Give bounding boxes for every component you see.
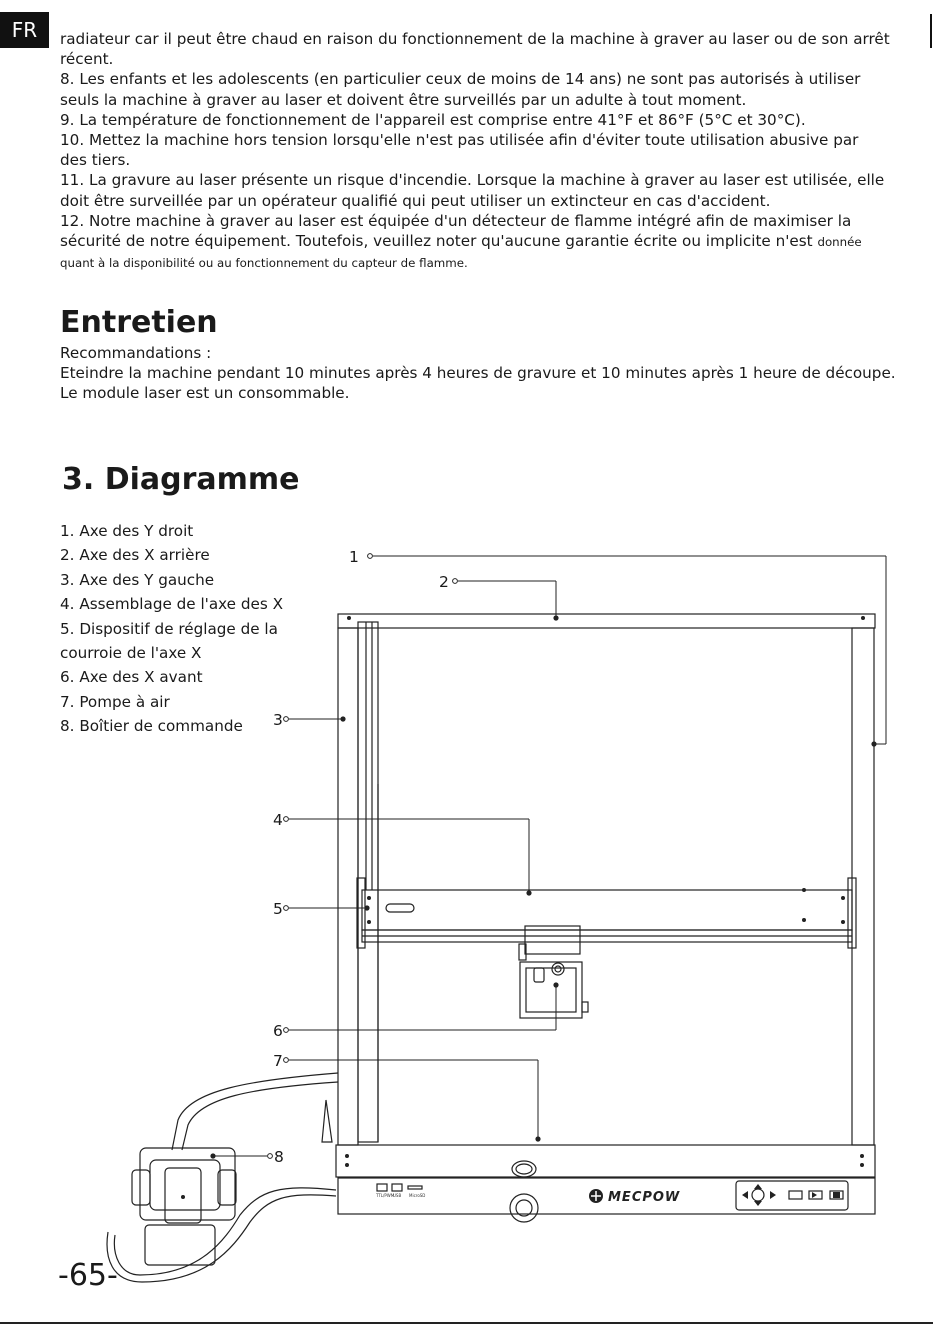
callout-8: 8 xyxy=(274,1148,284,1166)
callout-6: 6 xyxy=(273,1022,283,1040)
legend-item: 1. Axe des Y droit xyxy=(60,522,194,540)
callout-7: 7 xyxy=(273,1052,283,1070)
diagram-heading: 3. Diagramme xyxy=(62,462,300,497)
right-y-axis-rail xyxy=(852,628,874,1145)
safety-item-7-continued: radiateur car il peut être chaud en raison du fonctionnement de la machine à graver au laser ou de son arrêt récent. xyxy=(60,30,890,69)
legend-item: 4. Assemblage de l'axe des X xyxy=(60,595,283,614)
ttl-port-label: TTL/PWM xyxy=(376,1193,395,1198)
callout-4: 4 xyxy=(273,811,283,829)
language-tab: FR xyxy=(0,12,49,48)
recommendation-line-1: Eteindre la machine pendant 10 minutes après 4 heures de gravure et 10 minutes après 1 heure de découpe. xyxy=(60,364,896,383)
keypad xyxy=(736,1181,848,1210)
rear-x-axis-rail xyxy=(338,614,875,628)
legend-item: 3. Axe des Y gauche xyxy=(60,570,215,589)
safety-item-9: 9. La température de fonctionnement de l'appareil est comprise entre 41°F et 86°F (5°C et 30°C). xyxy=(60,110,806,129)
mecpow-logo xyxy=(589,1189,680,1205)
callout-3: 3 xyxy=(273,711,283,729)
safety-item-12-small: donnée quant à la disponibilité ou au fonctionnement du capteur de flamme. xyxy=(60,235,862,271)
callout-2: 2 xyxy=(439,573,449,591)
x-axis-assembly xyxy=(362,890,852,930)
legend-item: 5. Dispositif de réglage de la xyxy=(60,619,278,638)
legend-item: courroie de l'axe X xyxy=(60,644,202,663)
safety-item-10: 10. Mettez la machine hors tension lorsqu'elle n'est pas utilisée afin d'éviter toute utilisation abusive par des tiers. xyxy=(60,131,859,170)
brand-name: MECPOW xyxy=(608,1190,681,1205)
legend-item: 7. Pompe à air xyxy=(60,692,170,711)
callout-5: 5 xyxy=(273,900,283,918)
laser-module xyxy=(520,962,582,1018)
legend-item: 6. Axe des X avant xyxy=(60,668,203,687)
page-number: -65- xyxy=(58,1258,118,1293)
microsd-slot xyxy=(408,1186,422,1189)
left-belt-channel xyxy=(358,622,378,1142)
belt-tensioner xyxy=(386,904,414,912)
recommendations-label: Recommandations : xyxy=(60,344,212,362)
callout-1: 1 xyxy=(349,548,359,566)
safety-item-12-main: 12. Notre machine à graver au laser est équipée d'un détecteur de flamme intégré afin de maximiser la sécurité de notre équipement. Toutefois, veuillez noter qu'aucune garantie écrite ou implicite n'est xyxy=(60,211,852,251)
air-nozzle xyxy=(322,1100,332,1142)
front-frame-bar xyxy=(336,1145,875,1177)
usb-port xyxy=(392,1184,402,1191)
legend-item: 8. Boîtier de commande xyxy=(60,717,243,736)
legend-item: 2. Axe des X arrière xyxy=(60,546,210,565)
safety-item-11: 11. La gravure au laser présente un risque d'incendie. Lorsque la machine à graver au laser est utilisée, elle doit être surveillée par un opérateur qualifié qui peut utiliser un extincteur en cas d'accident. xyxy=(60,171,885,210)
emergency-stop xyxy=(510,1194,538,1222)
recommendation-line-2: Le module laser est un consommable. xyxy=(60,384,350,403)
entretien-heading: Entretien xyxy=(60,305,218,340)
safety-item-8: 8. Les enfants et les adolescents (en particulier ceux de moins de 14 ans) ne sont pas autorisés à utiliser seuls la machine à graver au laser et doivent être surveillés par un adulte à tout moment. xyxy=(60,70,861,109)
left-y-axis-rail xyxy=(338,628,358,1145)
ttl-port xyxy=(377,1184,387,1191)
microsd-label: MicroSD xyxy=(409,1193,426,1198)
usb-port-label: USB xyxy=(393,1193,402,1198)
